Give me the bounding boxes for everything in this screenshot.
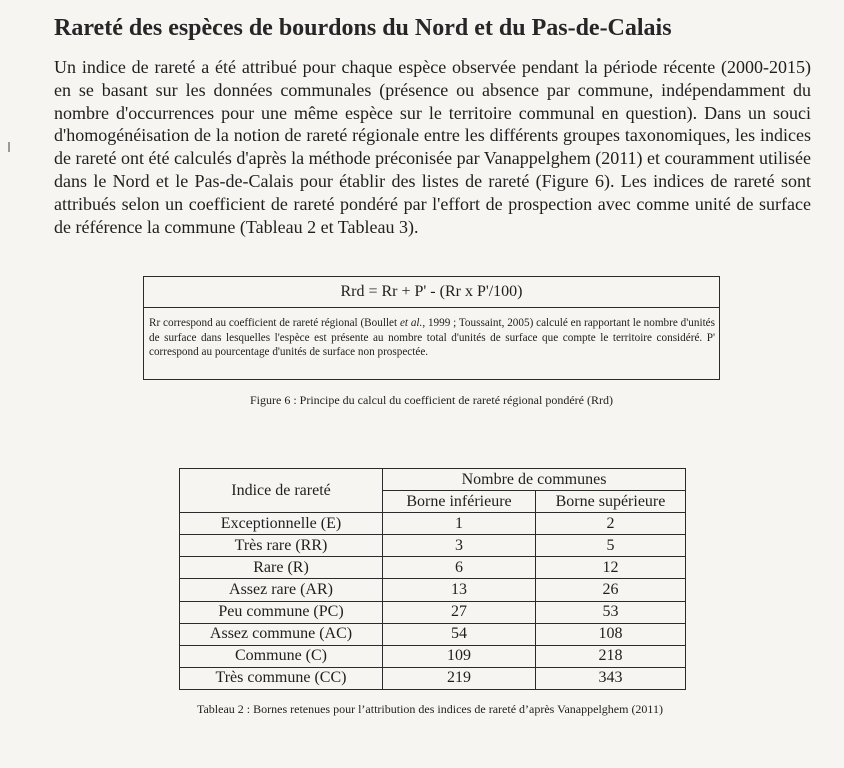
cell-lower: 1 bbox=[383, 513, 536, 535]
table-header-row bbox=[180, 469, 686, 491]
formula-description-etal: et al. bbox=[399, 317, 423, 329]
cell-index: Assez commune (AC) bbox=[180, 623, 383, 645]
figure-6-box bbox=[143, 276, 720, 380]
formula-divider bbox=[144, 307, 719, 308]
table-2-caption: Tableau 2 : Bornes retenues pour l’attribution des indices de rareté d’après Vanappelghem (2011) bbox=[196, 702, 663, 716]
cell-upper: 53 bbox=[536, 601, 686, 623]
page-title: Rareté des espèces de bourdons du Nord et du Pas-de-Calais bbox=[54, 15, 672, 41]
cell-upper: 5 bbox=[536, 535, 686, 557]
header-borne-superieure: Borne supérieure bbox=[536, 491, 686, 513]
cell-lower: 54 bbox=[383, 623, 536, 645]
cell-index: Assez rare (AR) bbox=[180, 579, 383, 601]
formula-description-end: , 1999 ; Toussaint, 2005) calculé en rapportant le nombre d'unités de surface dans lesquelles l'espèce est présente au nombre total d'unités de surface que compte le territoire considéré. P' correspond au pourcentage d'unités de surface non prospectée. bbox=[149, 317, 715, 359]
formula-description-start: Rr correspond au coefficient de rareté régional (Boullet bbox=[149, 317, 400, 329]
cell-index: Très commune (CC) bbox=[180, 667, 383, 689]
table-row bbox=[180, 645, 686, 667]
header-borne-inferieure: Borne inférieure bbox=[383, 491, 536, 513]
cell-upper: 12 bbox=[536, 557, 686, 579]
rarity-table bbox=[179, 468, 686, 690]
rrd-formula: Rrd = Rr + P' - (Rr x P'/100) bbox=[340, 283, 523, 300]
cell-lower: 109 bbox=[383, 645, 536, 667]
cell-index: Peu commune (PC) bbox=[180, 601, 383, 623]
table-row bbox=[180, 535, 686, 557]
cell-lower: 27 bbox=[383, 601, 536, 623]
cell-lower: 3 bbox=[383, 535, 536, 557]
cell-index: Commune (C) bbox=[180, 645, 383, 667]
scan-margin-mark bbox=[8, 142, 10, 152]
cell-upper: 26 bbox=[536, 579, 686, 601]
header-indice: Indice de rareté bbox=[180, 469, 383, 513]
table-row bbox=[180, 623, 686, 645]
table-row bbox=[180, 667, 686, 689]
cell-index: Très rare (RR) bbox=[180, 535, 383, 557]
cell-upper: 218 bbox=[536, 645, 686, 667]
cell-upper: 2 bbox=[536, 513, 686, 535]
rarity-table-container bbox=[179, 468, 686, 690]
header-nombre-communes: Nombre de communes bbox=[383, 469, 686, 491]
cell-upper: 108 bbox=[536, 623, 686, 645]
figure-6-caption: Figure 6 : Principe du calcul du coefficient de rareté régional pondéré (Rrd) bbox=[250, 393, 613, 407]
table-row bbox=[180, 601, 686, 623]
table-row bbox=[180, 579, 686, 601]
cell-upper: 343 bbox=[536, 667, 686, 689]
cell-lower: 219 bbox=[383, 667, 536, 689]
intro-paragraph: Un indice de rareté a été attribué pour chaque espèce observée pendant la période récente (2000-2015) en se basant sur les données communales (présence ou absence par commune, indépendamment du nombre d'occurrences pour une même espèce sur le territoire communal en question). Dans un souci d'homogénéisation de la notion de rareté régionale entre les différents groupes taxonomiques, les indices de rareté ont été calculés d'après la méthode préconisée par Vanappelghem (2011) et couramment utilisée dans le Nord et le Pas-de-Calais pour établir des listes de rareté (Figure 6). Les indices de rareté sont attribués selon un coefficient de rareté pondéré par l'effort de prospection avec comme unité de surface de référence la commune (Tableau 2 et Tableau 3). bbox=[54, 57, 811, 237]
cell-index: Rare (R) bbox=[180, 557, 383, 579]
cell-index: Exceptionnelle (E) bbox=[180, 513, 383, 535]
cell-lower: 6 bbox=[383, 557, 536, 579]
table-row bbox=[180, 513, 686, 535]
cell-lower: 13 bbox=[383, 579, 536, 601]
table-row bbox=[180, 557, 686, 579]
formula-description bbox=[149, 316, 715, 360]
